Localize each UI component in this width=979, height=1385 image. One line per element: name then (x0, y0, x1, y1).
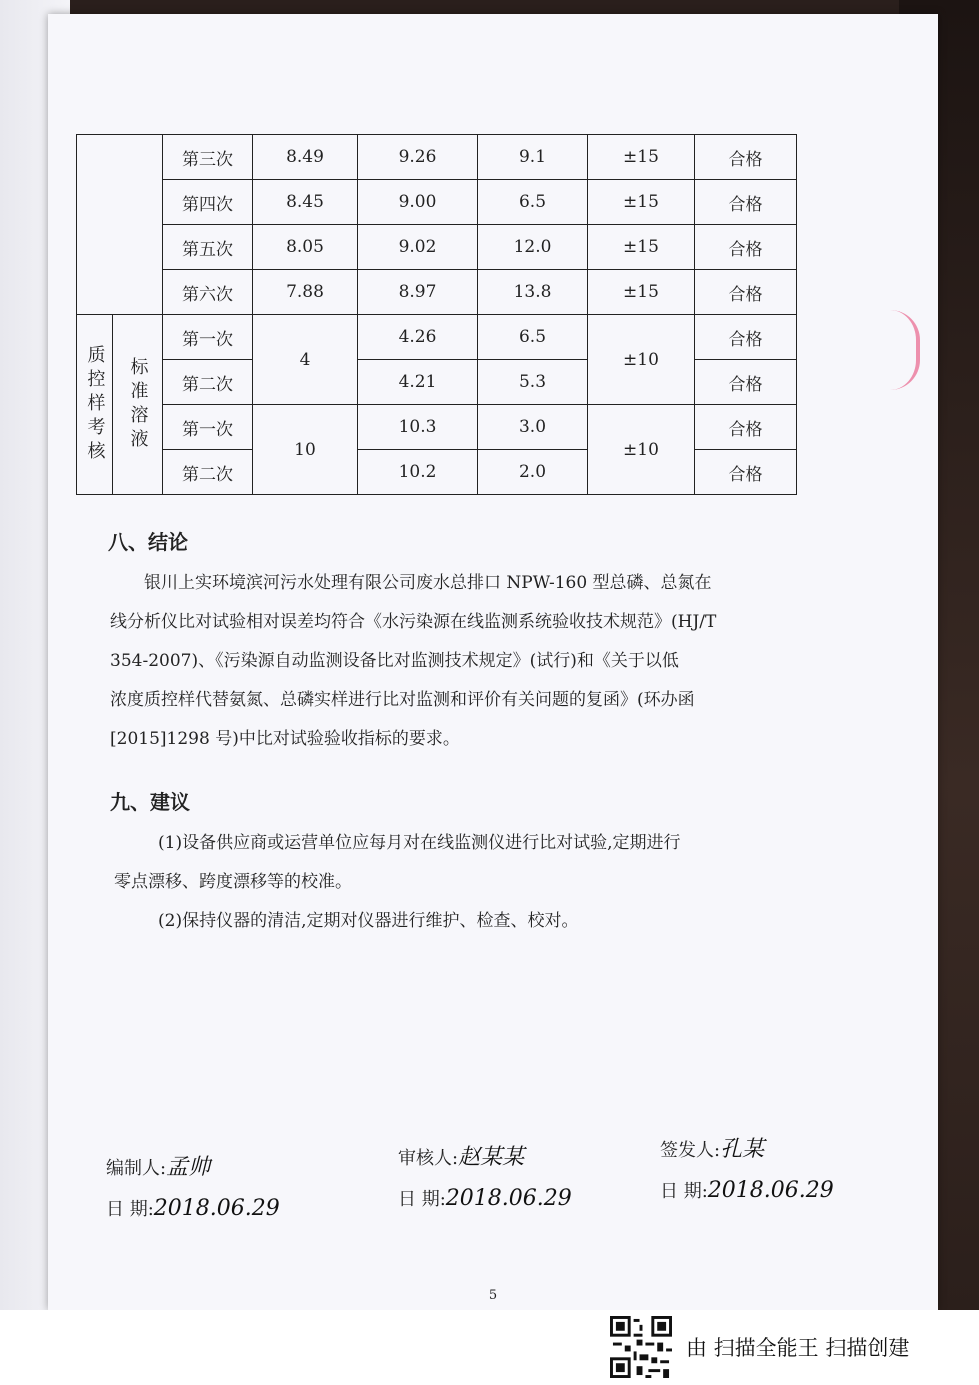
table-row: 第三次 8.49 9.26 9.1 ±15 合格 (77, 135, 797, 180)
reviewer-signature: 赵某某 (458, 1145, 525, 1170)
section8-body: 银川上实环境滨河污水处理有限公司废水总排口 NPW-160 型总磷、总氮在 线分析仪比对试验相对误差均符合《水污染源在线监测系统验收技术规范》(HJ/T 354-2007)、《污染源自动监测设备比对监测技术规定》(试行)和《关于以低 浓度质控样代替氨氮、总磷实样进行比对监测和评价有关问题的复函》(环办函 [2015]1298 号)中比对试验验收指标的要求。 (110, 573, 717, 749)
results-table (76, 134, 797, 495)
section8-title: 八、结论 (108, 530, 188, 554)
qr-code-icon (610, 1316, 672, 1378)
page-number: 5 (488, 1288, 498, 1303)
blank-cell (77, 135, 163, 315)
table-row: 第六次 7.88 8.97 13.8 ±15 合格 (77, 270, 797, 315)
std-label: 标准溶液 (113, 315, 163, 495)
table-row: 第五次 8.05 9.02 12.0 ±15 合格 (77, 225, 797, 270)
table-row: 第四次 8.45 9.00 6.5 ±15 合格 (77, 180, 797, 225)
stamp-edge (890, 310, 920, 390)
qc-label: 质控样考核 (77, 315, 113, 495)
footer-text: 由 扫描全能王 扫描创建 (686, 1336, 910, 1360)
scanner-footer (0, 1310, 979, 1385)
compiler-block: 编制人:孟帅 日 期:2018.06.29 (106, 1155, 280, 1221)
table-row: 第一次 10 10.3 3.0 ±10 合格 (77, 405, 797, 450)
reviewer-block: 审核人:赵某某 日 期:2018.06.29 (398, 1145, 572, 1211)
table-row: 第二次 10.2 2.0 合格 (77, 450, 797, 495)
table-row: 质控样考核 标准溶液 第一次 4 4.26 6.5 ±10 合格 (77, 315, 797, 360)
table-row: 第二次 4.21 5.3 合格 (77, 360, 797, 405)
compiler-signature: 孟帅 (166, 1155, 211, 1180)
section9-title: 九、建议 (110, 790, 190, 814)
issuer-block: 签发人:孔某 日 期:2018.06.29 (660, 1137, 834, 1203)
document-page (48, 14, 938, 1310)
section9-body: (1)设备供应商或运营单位应每月对在线监测仪进行比对试验,定期进行 零点漂移、跨度漂移等的校准。 (2)保持仪器的清洁,定期对仪器进行维护、检查、校对。 (114, 833, 681, 931)
issuer-signature: 孔某 (720, 1137, 765, 1162)
